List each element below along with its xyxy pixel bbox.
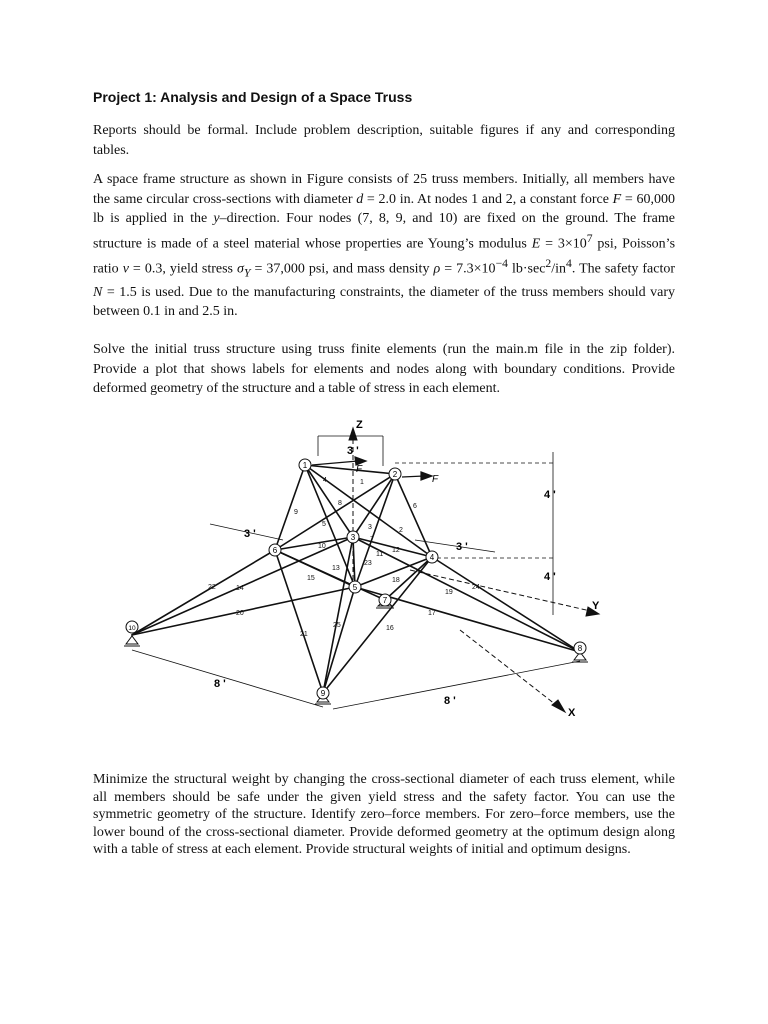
- text: = 1.5 is used. Due to the manufacturing constraints, the diameter of the truss members should vary between 0.1 in and 2.5 in.: [93, 284, 675, 320]
- member-label-17: 17: [428, 610, 436, 617]
- x-axis-arrow: [552, 700, 565, 712]
- node-1: [299, 459, 311, 471]
- force-arrow-node-1: [312, 461, 358, 465]
- member-label-21: 21: [300, 631, 308, 638]
- paragraph-report-requirements: Reports should be formal. Include problem description, suitable figures if any and corresponding tables.: [93, 123, 675, 158]
- member-label-15: 15: [307, 575, 315, 582]
- member-label-9: 9: [294, 509, 298, 516]
- member-7: [355, 474, 395, 587]
- symbol-y: y: [213, 211, 220, 226]
- member-21: [275, 550, 323, 693]
- paragraph-analysis-task: Solve the initial truss structure using truss finite elements (run the main.m file in the zip folder). Provide a plot that shows labels for elements and nodes along with boundary conditions. Provide deformed geometry of the structure and a table of stress in each element.: [93, 342, 675, 396]
- member-14: [132, 550, 275, 635]
- member-label-group: [208, 477, 480, 638]
- force-label-1: F: [356, 464, 363, 475]
- member-label-7: 7: [370, 536, 374, 543]
- y-axis-label: Y: [592, 600, 600, 612]
- dim-label-base-left: 8 ': [214, 678, 226, 690]
- symbol-d: d: [356, 191, 364, 207]
- member-label-11: 11: [376, 551, 384, 558]
- member-label-22: 22: [208, 584, 216, 591]
- member-19: [432, 557, 580, 652]
- member-1: [305, 465, 395, 474]
- text: –direction. Four nodes (7, 8, 9, and 10) are fixed on the ground. The frame structure is made of a steel material whose properties are Young’s modulus: [93, 211, 676, 252]
- node-label: 3: [350, 533, 356, 542]
- text: psi, Poisson’s ratio: [93, 236, 676, 277]
- subscript: Y: [243, 266, 251, 280]
- member-label-14: 14: [236, 585, 244, 592]
- text: = 37,000 psi, and mass density: [250, 261, 430, 277]
- node-3: [347, 531, 359, 543]
- dim-label-top: 3 ': [347, 445, 359, 457]
- dim-line: [333, 661, 580, 709]
- node-label: 1: [302, 461, 308, 470]
- member-label-4: 4: [323, 477, 327, 484]
- member-label-2: 2: [399, 527, 403, 534]
- text: = 60,000 lb is applied in the: [93, 191, 675, 226]
- exponent: 2: [545, 256, 552, 270]
- node-label: 5: [352, 583, 358, 592]
- member-label-6: 6: [413, 503, 417, 510]
- node-2: [389, 468, 401, 480]
- member-label-1: 1: [360, 479, 364, 486]
- member-label-8: 8: [338, 500, 342, 507]
- x-axis-label: X: [568, 707, 576, 719]
- symbol-F: F: [612, 191, 622, 207]
- member-label-16: 16: [386, 625, 394, 632]
- node-8: [574, 642, 586, 654]
- member-label-20: 20: [236, 610, 244, 617]
- symbol-nu: ν: [122, 261, 129, 277]
- node-label: 8: [577, 644, 583, 653]
- text: = 3×10: [540, 236, 587, 252]
- z-axis-label: Z: [356, 419, 363, 431]
- node-9: [317, 687, 329, 699]
- exponent: 7: [586, 231, 593, 245]
- member-label-10: 10: [318, 543, 326, 550]
- symbol-sigma: σ: [237, 261, 244, 277]
- exponent: −4: [495, 256, 508, 270]
- text: A space frame structure as shown in Figure consists of 25 truss members. Initially, all members have the same circular cross-sections with diameter: [93, 172, 675, 207]
- exponent: 4: [566, 256, 572, 270]
- member-label-19: 19: [445, 589, 453, 596]
- text: /in: [551, 261, 567, 277]
- node-label: 6: [272, 546, 278, 555]
- member-label-13: 13: [332, 565, 340, 572]
- support-node-10: [126, 636, 138, 644]
- node-label: 9: [320, 689, 326, 698]
- force-arrows: [312, 457, 432, 480]
- node-label: 2: [392, 470, 398, 479]
- member-label-25: 25: [333, 622, 341, 629]
- node-6: [269, 544, 281, 556]
- text: . The safety factor: [571, 261, 676, 277]
- paragraph-optimization-task: Minimize the structural weight by changing the cross-sectional diameter of each truss element, while all members should be safe under the given yield stress and the safety factor. You can use the symmetric geometry of the structure. Identify zero–force members. For zero–force members, use the lower bound of the cross-sectional diameter. Provide deformed geometry at the optimum design along with a table of stress at each element. Provide structural weights of initial and optimum designs.: [93, 772, 675, 857]
- text: = 7.3×10: [440, 261, 496, 277]
- member-label-23: 23: [364, 560, 372, 567]
- truss-members: [132, 465, 580, 693]
- member-25: [323, 587, 355, 693]
- symbol-rho: ρ: [433, 261, 441, 277]
- member-label-3: 3: [368, 524, 372, 531]
- node-7: [379, 594, 391, 606]
- force-label-2: F: [432, 474, 439, 485]
- symbol-E: E: [531, 236, 541, 252]
- paragraph-problem-description: [93, 170, 675, 322]
- member-9: [275, 465, 305, 550]
- force-arrowhead: [421, 472, 432, 480]
- member-16: [323, 537, 353, 693]
- node-10: [126, 621, 138, 633]
- node-label: 4: [429, 553, 435, 562]
- symbol-N: N: [93, 284, 103, 300]
- dim-label-lower-z: 4 ': [544, 571, 556, 583]
- project-title: Project 1: Analysis and Design of a Space Truss: [93, 89, 413, 105]
- member-label-24: 24: [472, 584, 480, 591]
- y-axis: [410, 570, 595, 612]
- node-group: [126, 459, 586, 699]
- member-label-12: 12: [392, 547, 400, 554]
- member-label-5: 5: [322, 521, 326, 528]
- text: = 2.0 in. At nodes 1 and 2, a constant force: [363, 191, 609, 207]
- node-label: 10: [128, 625, 136, 632]
- dim-line: [132, 650, 323, 707]
- dimension-lines: [132, 436, 580, 709]
- space-truss-figure: [120, 412, 656, 728]
- dim-label-right: 3 ': [456, 541, 468, 553]
- node-4: [426, 551, 438, 563]
- text: = 0.3, yield stress: [128, 261, 233, 277]
- node-5: [349, 581, 361, 593]
- dim-label-base-right: 8 ': [444, 695, 456, 707]
- dim-label-upper-z: 4 ': [544, 489, 556, 501]
- node-label: 7: [382, 596, 388, 605]
- member-label-18: 18: [392, 577, 400, 584]
- text: lb·sec: [507, 261, 546, 277]
- axes: [349, 428, 599, 712]
- dim-label-left: 3 ': [244, 528, 256, 540]
